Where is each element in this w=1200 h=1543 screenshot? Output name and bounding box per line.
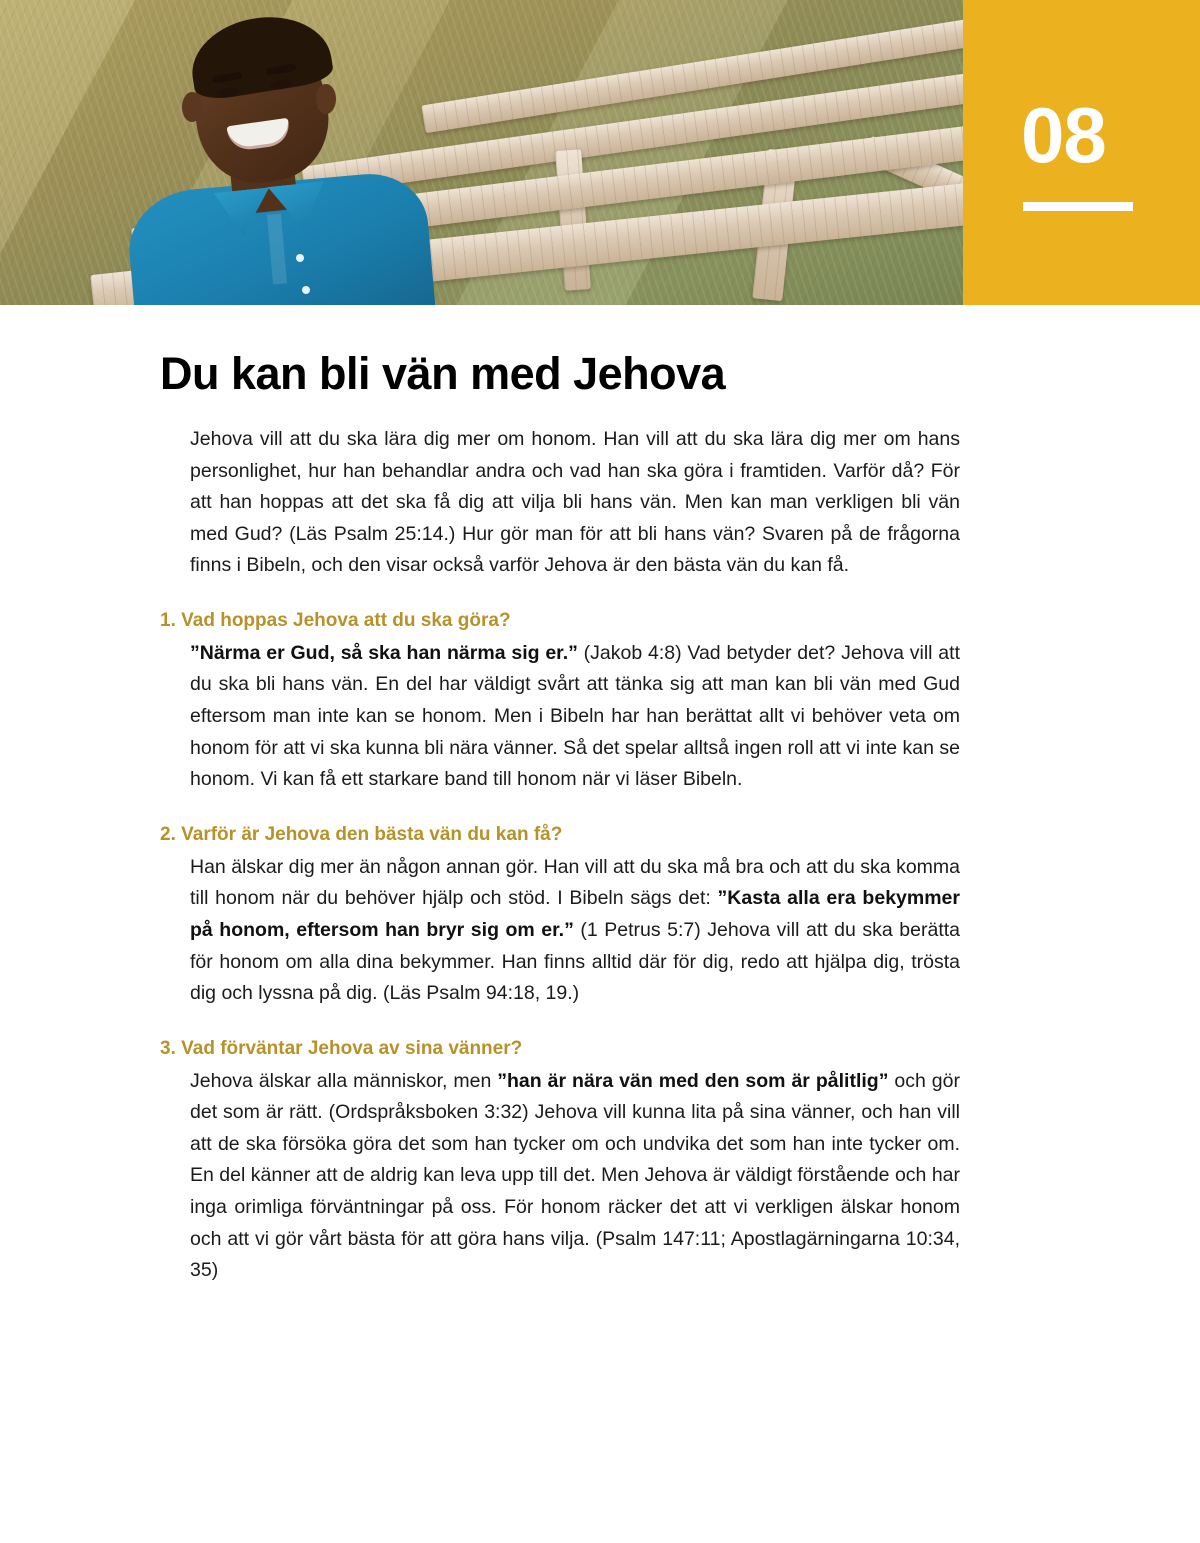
hero-photo: [0, 0, 963, 305]
article: [0, 305, 1200, 1287]
ear-left: [182, 92, 202, 122]
lesson-number-block: [963, 0, 1200, 305]
answer-text-1: (Jakob 4:8) Vad betyder det? Jehova vill att du ska bli hans vän. En del har väldigt svårt att tänka sig att man kan bli vän med Gud eftersom man inte kan se honom. Men i Bibeln har han berättat allt vi behöver veta om honom för att vi ska kunna bli nära vänner. Så det spelar alltså ingen roll att vi inte kan se honom. Vi kan få ett starkare band till honom när vi läser Bibeln.: [190, 641, 960, 791]
question-heading-3: [160, 1038, 960, 1060]
man-portrait: [120, 14, 450, 305]
answer-text-3-post: och gör det som är rätt. (Ordspråksboken 3:32) Jehova vill kunna lita på sina vänner, och han vill att de ska försöka göra det som han tycker om och undvika det som han inte tycker om. En del känner att de aldrig kan leva upp till det. Men Jehova är väldigt förstående och har inga orimliga förväntningar på oss. För honom räcker det att vi verkligen älskar honom och att vi gör vårt bästa för att göra hans vilja. (Psalm 147:11; Apostlagärningarna 10:34, 35): [190, 1069, 960, 1282]
hero-banner: [0, 0, 1200, 305]
scripture-quote-1: ”Närma er Gud, så ska han närma sig er.”: [190, 641, 578, 664]
question-text-3: Vad förväntar Jehova av sina vänner?: [181, 1037, 523, 1059]
question-number-1: 1.: [160, 609, 176, 631]
intro-paragraph: Jehova vill att du ska lära dig mer om honom. Han vill att du ska lära dig mer om hans personlighet, hur han behandlar andra och vad han ska göra i framtiden. Varför då? För att han hoppas att det ska få dig att vilja bli hans vän. Men kan man verkligen bli vän med Gud? (Läs Psalm 25:14.) Hur gör man för att bli hans vän? Svaren på de frågorna finns i Bibeln, och den visar också varför Jehova är den bästa vän du kan få.: [190, 428, 960, 577]
question-answer-3: [190, 1066, 960, 1287]
shirt-button: [302, 286, 310, 294]
question-section-2: [160, 823, 960, 1010]
question-text-2: Varför är Jehova den bästa vän du kan få?: [181, 823, 563, 845]
question-heading-2: [160, 824, 960, 846]
question-text-1: Vad hoppas Jehova att du ska göra?: [181, 609, 511, 631]
question-section-1: [160, 609, 960, 796]
lesson-number: 08: [1021, 91, 1106, 179]
answer-text-2-post: (1 Petrus 5:7) Jehova vill att du ska berätta för honom om alla dina bekymmer. Han finns alltid där för dig, redo att hjälpa dig, trösta dig och lyssna på dig. (Läs Psalm 94:18, 19.): [190, 918, 960, 1005]
question-number-3: 3.: [160, 1037, 176, 1059]
article-body: [160, 424, 960, 1287]
question-answer-2: [190, 852, 960, 1010]
scripture-quote-2: ”Kasta alla era bekymmer på honom, eftersom han bryr sig om er.”: [190, 887, 960, 941]
question-answer-1: [190, 638, 960, 796]
page-title: Du kan bli vän med Jehova: [160, 348, 726, 399]
scripture-quote-3: ”han är nära vän med den som är pålitlig”: [497, 1069, 889, 1092]
ear-right: [316, 84, 336, 114]
question-number-2: 2.: [160, 823, 176, 845]
question-heading-1: [160, 610, 960, 632]
answer-text-2-pre: Han älskar dig mer än någon annan gör. Han vill att du ska må bra och att du ska komma till honom när du behöver hjälp och stöd. I Bibeln sägs det:: [190, 855, 960, 910]
question-section-3: [160, 1037, 960, 1287]
shirt-button: [296, 254, 304, 262]
answer-text-3-pre: Jehova älskar alla människor, men: [190, 1069, 498, 1092]
lesson-number-underline: [1023, 202, 1133, 211]
bench-post: [555, 149, 591, 290]
